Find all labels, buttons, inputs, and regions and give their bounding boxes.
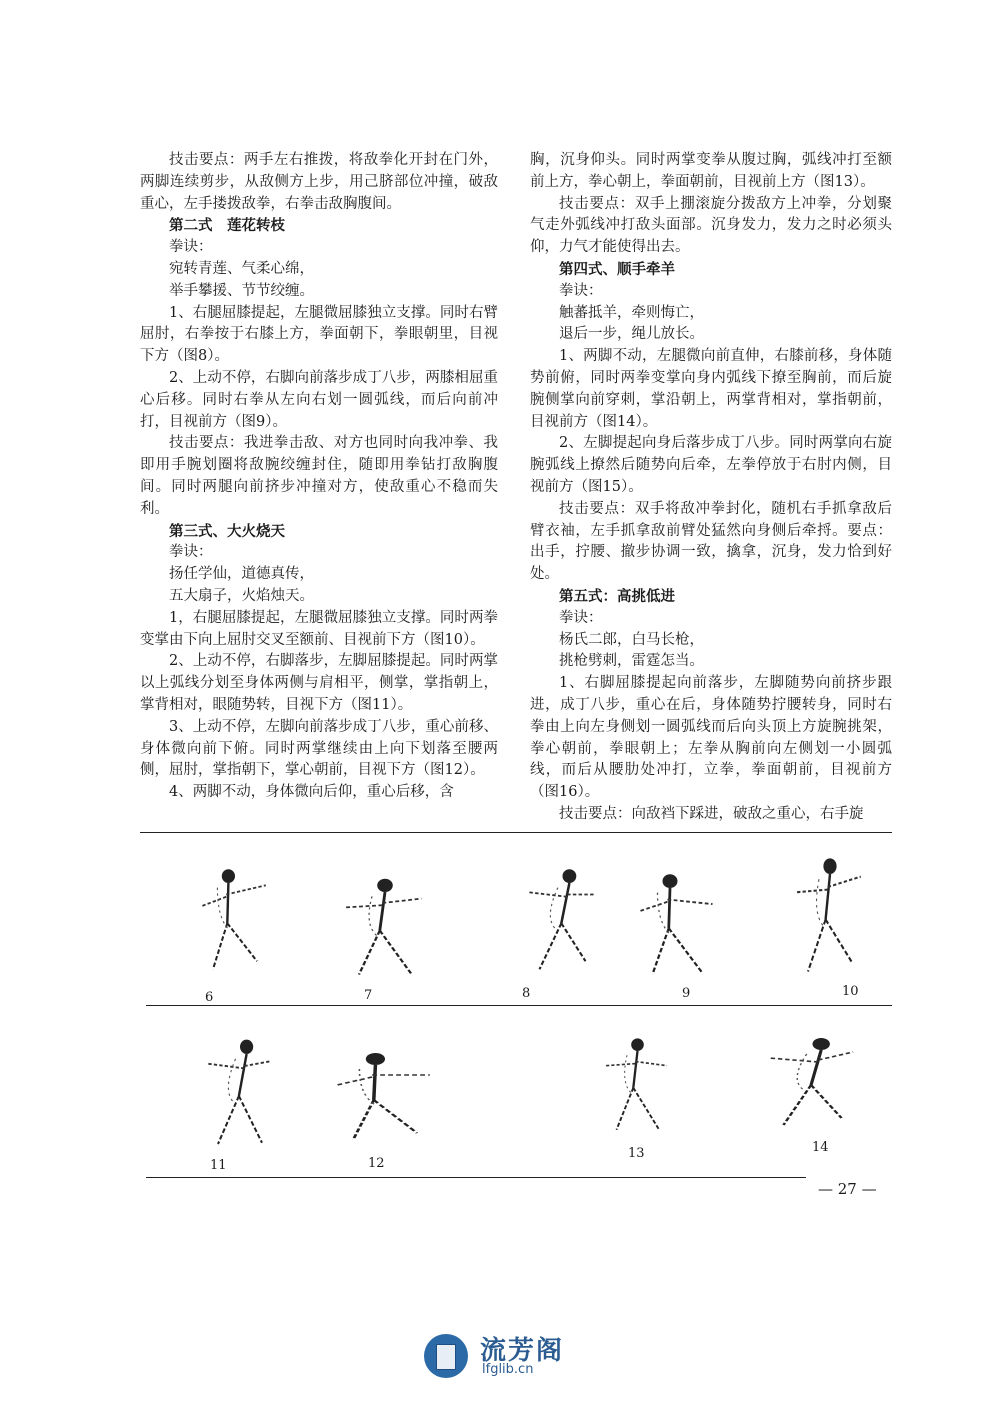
paragraph: 技击要点：向敌裆下踩进，破敌之重心，右手旋 — [559, 805, 864, 822]
paragraph: 五大扇子，火焰烛天。 — [169, 587, 314, 604]
figure-number: 9 — [682, 986, 691, 1001]
section-heading: 第三式、大火烧天 — [169, 522, 285, 540]
figure-top-rule — [140, 832, 892, 833]
paragraph: 扬任学仙，道德真传， — [169, 566, 314, 583]
paragraph: 3、上动不停，左脚向前落步成丁八步，重心前移、身体微向前下俯。同时两掌继续由上向下划落至腰两侧，屈肘，掌指朝下，掌心朝前，目视下方（图12）。 — [140, 718, 498, 779]
paragraph: 技击要点：我进拳击敌、对方也同时向我冲拳、我即用手腕划圈将敌腕绞缠封住，随即用拳钻打敌胸腹间。同时两腿向前挤步冲撞对方，使敌重心不稳而失利。 — [140, 435, 498, 517]
paragraph: 1、两脚不动，左腿微向前直伸，右膝前移，身体随势前俯，同时两拳变掌向身内弧线下撩至胸前，而后旋腕侧掌向前穿刺，掌沿朝上，两掌背相对，掌指朝前，目视前方（图14）。 — [530, 348, 892, 430]
paragraph: 杨氏二郎，白马长枪， — [559, 631, 704, 648]
figure-illustration — [585, 1030, 690, 1135]
paragraph: 退后一步，绳儿放长。 — [559, 326, 704, 343]
paragraph: 1、右腿屈膝提起，左腿微屈膝独立支撑。同时右臂屈肘，右拳按于右膝上方，拳面朝下，拳眼朝里，目视下方（图8）。 — [140, 304, 498, 365]
paragraph: 触蕃抵羊，牵则悔亡， — [559, 304, 704, 321]
paragraph: 1、右脚屈膝提起向前落步，左脚随势向前挤步跟进，成丁八步，重心在后，身体随势拧腰转身，同时右拳由上向左身侧划一圆弧线而后向头顶上方旋腕挑架，拳心朝前，拳眼朝上；左拳从胸前向左侧划一小圆弧线，而后从腰肋处冲打，立拳，拳面朝前，目视前方（图16）。 — [530, 675, 892, 801]
paragraph: 宛转青莲、气柔心绵， — [169, 260, 314, 277]
paragraph: 技击要点：双手上掤滚旋分拨敌方上冲拳，分划聚气走外弧线冲打敌头面部。沉身发力，发力之时必须头仰，力气才能使得出去。 — [530, 195, 892, 256]
figure-number: 7 — [364, 988, 373, 1003]
watermark-logo — [424, 1330, 589, 1378]
figure-middle-rule — [146, 1005, 892, 1006]
paragraph: 拳诀： — [169, 239, 213, 256]
left-text-column — [140, 150, 498, 804]
figure-number: 13 — [628, 1146, 645, 1161]
figure-number: 14 — [812, 1140, 829, 1155]
paragraph: 挑枪劈刺，雷霆怎当。 — [559, 653, 704, 670]
book-seal-icon — [424, 1334, 468, 1378]
section-heading: 第四式、顺手牵羊 — [559, 260, 675, 278]
figure-bottom-rule — [146, 1177, 806, 1178]
figure-number: 11 — [210, 1158, 227, 1173]
section-heading: 第二式 莲花转枝 — [169, 217, 285, 235]
figure-illustration — [615, 865, 740, 980]
paragraph: 4、两脚不动，身体微向后仰，重心后移，含 — [169, 784, 454, 801]
figure-illustration — [775, 848, 885, 978]
figure-number: 12 — [368, 1156, 385, 1171]
figure-illustration — [320, 870, 450, 980]
paragraph: 拳诀： — [559, 282, 603, 299]
watermark-name: 流芳阁 — [480, 1336, 565, 1366]
paragraph: 拳诀： — [169, 544, 213, 561]
paragraph: 2、上动不停，右脚向前落步成丁八步，两膝相屈重心后移。同时右拳从左向右划一圆弧线，而后向前冲打，目视前方（图9）。 — [140, 369, 498, 430]
section-heading: 第五式：高挑低进 — [559, 587, 675, 605]
paragraph: 技击要点：双手将敌冲拳封化，随机右手抓拿敌后臂衣袖，左手抓拿敌前臂处猛然向身侧后牵捋。要点：出手，拧腰、撤步协调一致，擒拿，沉身，发力恰到好处。 — [530, 500, 892, 583]
paragraph: 举手攀援、节节绞缠。 — [169, 282, 314, 299]
right-text-column — [530, 150, 892, 826]
figure-number: 6 — [205, 990, 214, 1005]
figure-illustration — [740, 1030, 885, 1130]
figure-illustration — [505, 860, 620, 975]
figure-number: 8 — [522, 986, 531, 1001]
paragraph: 技击要点：两手左右推拨，将敌拳化开封在门外，两脚连续剪步，从敌侧方上步，用己脐部位冲撞，破敌重心，左手搂拨敌拳，右拳击敌胸腹间。 — [140, 152, 498, 212]
paragraph: 2、上动不停，右脚落步，左脚屈膝提起。同时两掌以上弧线分划至身体两侧与肩相平，侧掌，掌指朝上，掌背相对，眼随势转，目视下方（图11）。 — [140, 653, 498, 713]
paragraph: 1，右腿屈膝提起，左腿微屈膝独立支撑。同时两拳变掌由下向上屈肘交叉至额前、目视前下方（图10）。 — [140, 609, 498, 648]
watermark-url: lfglib.cn — [482, 1362, 534, 1377]
figure-illustration — [180, 860, 290, 975]
paragraph: 拳诀： — [559, 609, 603, 626]
paragraph: 胸，沉身仰头。同时两掌变拳从腹过胸，弧线冲打至额前上方，拳心朝上，拳面朝前，目视前上方（图13）。 — [530, 152, 892, 190]
paragraph: 2、左脚提起向身后落步成丁八步。同时两掌向右旋腕弧线上撩然后随势向后牵，左拳停放于右肘内侧，目视前方（图15）。 — [530, 435, 892, 495]
page-number: — 27 — — [818, 1180, 877, 1198]
figure-illustration — [185, 1030, 295, 1150]
figure-number: 10 — [842, 984, 859, 999]
figure-illustration — [305, 1045, 465, 1145]
